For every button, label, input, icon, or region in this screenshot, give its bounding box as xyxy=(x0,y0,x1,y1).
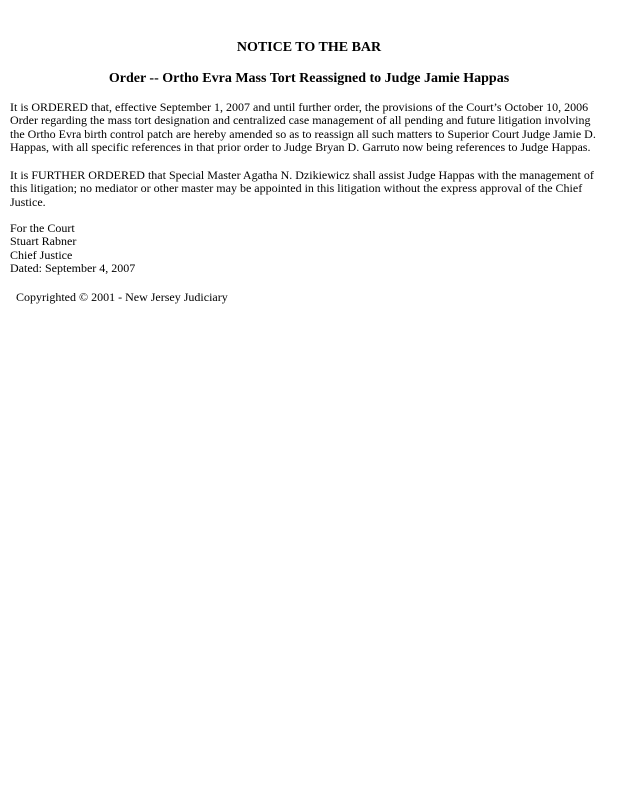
notice-title: NOTICE TO THE BAR xyxy=(236,40,382,55)
signature-for-the-court: For the Court xyxy=(10,221,75,235)
order-title: Order -- Ortho Evra Mass Tort Reassigned to Judge Jamie Happas xyxy=(108,71,510,86)
signature-name: Stuart Rabner xyxy=(10,234,77,249)
signature-title: Chief Justice xyxy=(10,247,73,262)
order-paragraph-1: It is ORDERED that, effective September 1, 2007 and until further order, the provisions of the Court’s October 10, 2006 Order regarding the mass tort designation and centralized case management of all pending and future litigation involving the Ortho Evra birth control patch are hereby amended so as to reassign all such matters to Superior Court Judge Jamie D. Happas, with all specific references in that prior order to Judge Bryan D. Garruto now being references to Judge Happas. xyxy=(10,100,596,155)
signature-date: Dated: September 4, 2007 xyxy=(10,261,136,276)
copyright-notice: Copyrighted © 2001 - New Jersey Judiciary xyxy=(16,290,228,304)
signature-block xyxy=(10,222,135,276)
order-paragraph-2: It is FURTHER ORDERED that Special Master Agatha N. Dzikiewicz shall assist Judge Happas with the management of this litigation; no mediator or other master may be appointed in this litigation without the express approval of the Chief Justice. xyxy=(10,168,594,209)
